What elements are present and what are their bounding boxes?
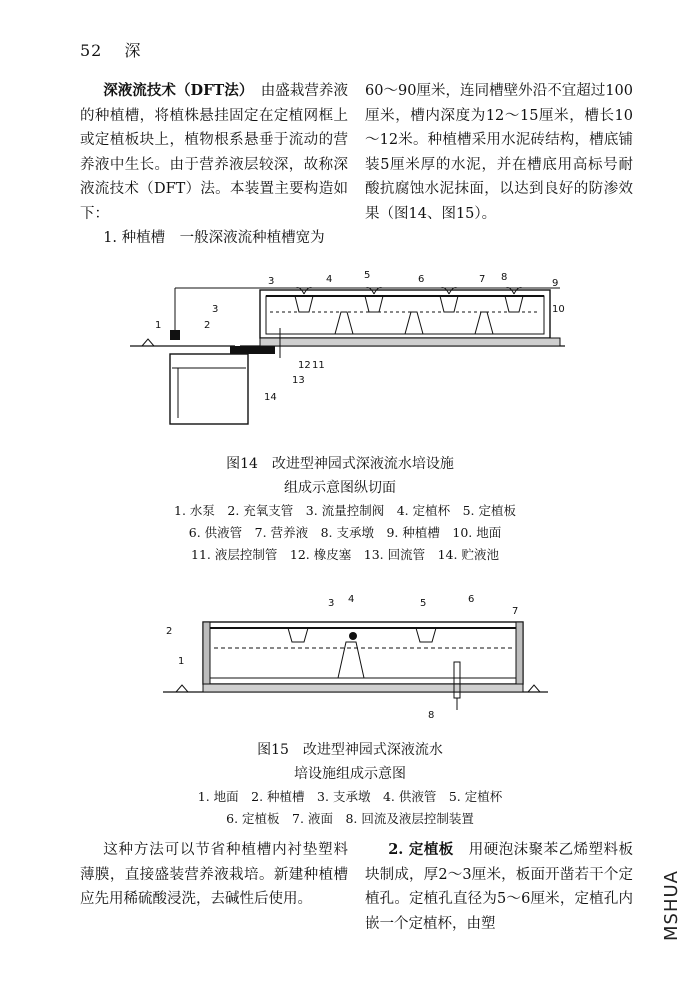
running-title: 深 (124, 41, 142, 60)
svg-text:5: 5 (364, 270, 371, 281)
body-left-text: 这种方法可以节省种植槽内衬垫塑料薄膜，直接盛装营养液栽培。新建种植槽应先用稀硫酸浸洗，去碱性后使用。 (80, 842, 348, 907)
svg-text:10: 10 (552, 304, 565, 315)
legend-line: 11. 液层控制管 12. 橡皮塞 13. 回流管 14. 贮液池 (191, 547, 499, 562)
svg-text:8: 8 (428, 710, 435, 721)
svg-text:4: 4 (348, 594, 355, 605)
legend-line: 6. 供液管 7. 营养液 8. 支承墩 9. 种植槽 10. 地面 (188, 525, 502, 540)
figure-15-legend (150, 786, 550, 830)
figure-14-caption-line2: 组成示意图纵切面 (284, 480, 396, 496)
svg-text:2: 2 (204, 320, 211, 331)
figure-15-diagram (158, 592, 553, 722)
body-left-column (80, 838, 348, 912)
page-header (80, 38, 141, 61)
svg-text:14: 14 (264, 392, 277, 403)
figure-14-diagram (120, 268, 570, 438)
svg-text:11: 11 (312, 360, 325, 371)
figure-14-caption (120, 452, 560, 500)
figure-14-legend (110, 500, 580, 566)
item-1-paragraph (80, 226, 348, 251)
page-number: 52 (80, 41, 103, 60)
intro-right-text: 60～90厘米，连同槽壁外沿不宜超过100厘米，槽内深度为12～15厘米，槽长10～12米。种植槽采用水泥砖结构，槽底铺装5厘米厚的水泥，并在槽底用高标号耐酸抗腐蚀水泥抹面，以达到良好的防渗效果（图14、图15）。 (365, 83, 633, 222)
legend-line: 1. 地面 2. 种植槽 3. 支承墩 4. 供液管 5. 定植杯 (197, 789, 503, 804)
svg-text:1: 1 (155, 320, 162, 331)
svg-text:6: 6 (468, 594, 475, 605)
svg-text:12: 12 (298, 360, 311, 371)
figure-15-caption-line2: 培设施组成示意图 (294, 766, 406, 782)
legend-line: 1. 水泵 2. 充氧支管 3. 流量控制阀 4. 定植杯 5. 定植板 (174, 503, 516, 518)
svg-text:1: 1 (178, 656, 185, 667)
legend-line: 6. 定植板 7. 液面 8. 回流及液层控制装置 (226, 811, 474, 826)
svg-text:8: 8 (501, 272, 508, 283)
intro-left-column (80, 79, 348, 251)
svg-text:7: 7 (479, 274, 486, 285)
svg-text:3: 3 (328, 598, 335, 609)
section-heading: 深液流技术（DFT法） (103, 82, 247, 99)
svg-text:4: 4 (326, 274, 333, 285)
svg-text:3: 3 (268, 276, 275, 287)
svg-text:9: 9 (552, 278, 559, 289)
svg-text:7: 7 (512, 606, 519, 617)
body-right-column (365, 838, 633, 936)
intro-text: 由盛栽营养液的种植槽，将植株悬挂固定在定植网框上或定植板块上，植物根系悬垂于流动的营养液中生长。由于营养液层较深，故称深液流技术（DFT）法。本装置主要构造如下： (80, 83, 348, 222)
item-2-heading: 2. 定植板 (388, 841, 454, 858)
intro-paragraph (80, 79, 348, 226)
intro-right-column (365, 79, 633, 226)
svg-text:3: 3 (212, 304, 219, 315)
item-2-text: 用硬泡沫聚苯乙烯塑料板块制成，厚2～3厘米，板面开凿若干个定植孔。定植孔直径为5～6厘米，定植孔内嵌一个定植杯，由塑 (365, 842, 634, 932)
figure-14-caption-line1: 图14 改进型神园式深液流水培设施 (226, 456, 454, 472)
figure-15-caption (150, 738, 550, 786)
figure-15-caption-line1: 图15 改进型神园式深液流水 (257, 742, 443, 758)
item-1-text: 1. 种植槽 一般深液流种植槽宽为 (103, 230, 325, 246)
watermark: MSHUA (661, 870, 682, 941)
svg-text:6: 6 (418, 274, 425, 285)
svg-text:5: 5 (420, 598, 427, 609)
item-2-paragraph (365, 838, 633, 936)
svg-text:2: 2 (166, 626, 173, 637)
svg-text:13: 13 (292, 375, 305, 386)
